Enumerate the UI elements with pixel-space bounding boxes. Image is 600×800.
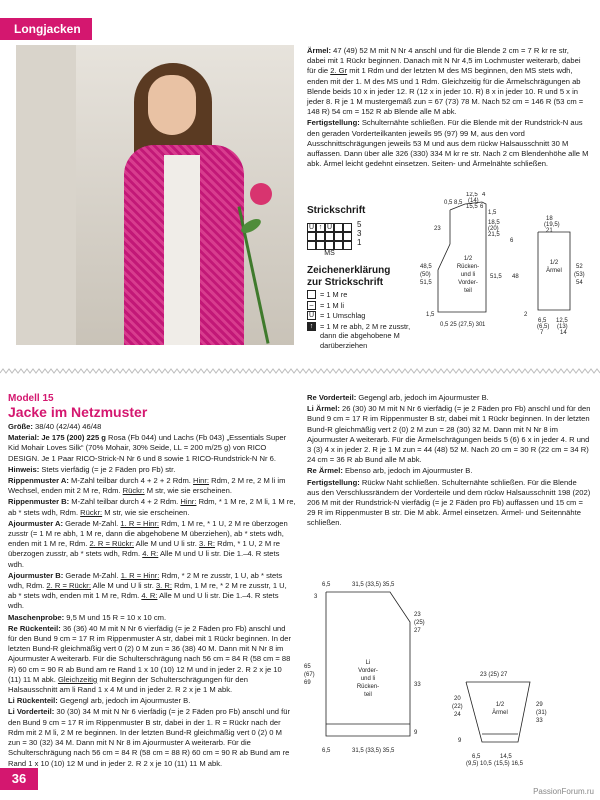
chart-title: Strickschrift (307, 205, 366, 216)
svg-text:6: 6 (480, 204, 484, 210)
key-item-decrease: ↑ = 1 M re abh, 2 M re zusstr, dann die abgehobene M darüberziehen (307, 322, 419, 351)
svg-text:1/2: 1/2 (495, 702, 505, 708)
svg-text:65: 65 (304, 664, 311, 670)
key-item-yarnover: U = 1 Umschlag (308, 311, 366, 320)
svg-text:Ärmel: Ärmel (546, 268, 562, 274)
svg-text:15,5: 15,5 (466, 204, 478, 210)
svg-text:6: 6 (510, 238, 514, 244)
key-title: Zeichenerklärung (307, 265, 391, 276)
svg-text:1,5: 1,5 (426, 312, 435, 318)
watermark: PassionForum.ru (533, 787, 594, 796)
paragraph: Li Rückenteil: Gegengl arb, jedoch im Ajourmuster B. (8, 696, 191, 706)
svg-text:9: 9 (414, 730, 418, 736)
paragraph: Re Rückenteil: 36 (36) 40 M mit N Nr 6 vierfädig (= je 2 Fäden pro Fb) anschl und für den Bund 9 cm = 17 R im Rippenmuster A str, dabei mit 1 Rückr beginnen. In der letzten Bund-R gleichmäßig vert 0 (2) 0 M zun = 36 (38) 40 M. Dann mit N Nr 8 im Ajourmuster A weiterarb. Für die Schulterschrägung nach 56 cm = 84 R (58 cm = 88 R) 60 cm = 90 R ab Bund am re Rand 1 x 10 (10) 12 M und in jeder 2. R 2 x je 10 (11) 11 M abk. Gleichzeitig mit Beginn der Schulterschrägungen für den Halsausschnitt am li Rand 1 x 4 M und in jeder 2. R 2 x je 1 M abk. (8, 623, 292, 695)
svg-text:(20): (20) (488, 226, 499, 232)
svg-text:51,5: 51,5 (490, 274, 502, 280)
paragraph: Fertigstellung: Rückw Naht schließen. Schulternähte schließen. Für die Blende aus den Verschlussrändern der Vorderteile und dem rückw Halsausschnitt 198 (202) 206 M mit der Rundstrick-N vierfädig (= je 2 Fäden pro Fb) auffassen und 15 cm = 29 R im Rippenmuster B str. Die M abk. Ärmel einsetzen. Ärmel- und Seitennähte schließen. (307, 477, 591, 528)
page-number: 36 (0, 768, 38, 790)
svg-text:8,5: 8,5 (454, 200, 463, 206)
paragraph: Material: Je 175 (200) 225 g Rosa (Fb 044) und Lachs (Fb 043) „Essentials Super Kid Mohair Loves Silk“ (70% Mohair, 30% Seide, LL = 200 m/25 g) von RICO DESIGN. Je 1 Paar RICO-Strick-N Nr 6 und 8 sowie 1 RICO-Rundstrick-N Nr 6. (8, 433, 287, 463)
svg-text:18: 18 (546, 216, 553, 222)
svg-text:33: 33 (414, 682, 421, 688)
row-number: 3 (357, 229, 362, 238)
pattern-left-column (8, 393, 296, 770)
svg-text:(6,5): (6,5) (537, 324, 550, 330)
svg-text:18,5: 18,5 (488, 220, 500, 226)
svg-text:48,5: 48,5 (420, 264, 432, 270)
pattern-text-right (307, 393, 591, 529)
svg-text:25 (27,5) 30: 25 (27,5) 30 (450, 322, 483, 328)
svg-text:Rücken-: Rücken- (356, 684, 380, 690)
paragraph: Li Vorderteil: 30 (30) 34 M mit N Nr 6 vierfädig (= je 2 Fäden pro Fb) anschl und für den Bund 9 cm = 17 R im Rippenmuster B str, dabei in der 1. R = Rückr nach der Rdm mit 2 M li, 2 M re beginnen. In der letzten Bund-R gleichmäßig vert 0 (2) 0 M zun = 30 (32) 34 M. Dann mit N Nr 8 im Ajourmuster A weiterarb. Für die Schulterschrägung nach 56 cm = 84 R (58 cm = 88 R) 60 cm = 90 R ab Bund am re Rand 1 x 10 (10) 12 M und in jeder 2. R 2 x je 10 (11) 11 M abk. (8, 707, 291, 768)
svg-text:Vorder-: Vorder- (358, 668, 378, 674)
svg-text:27: 27 (414, 628, 421, 634)
paragraph: Ajourmuster A: Gerade M-Zahl. 1. R = Hinr: Rdm, 1 M re, * 1 U, 2 M re überzogen zusstr (= 1 M re abh, 1 M re, dann die abgehobene M überziehen), ab * stets wdh, enden mit 1 M re, Rdm. 2. R = Rückr: Alle M und U li str. 3. R: Rdm, * 1 U, 2 M re überzogen zusstr, ab * stets wdh, Rdm. 4. R: Alle M und U li str. Die 1.–4. R stets wdh. (8, 518, 288, 569)
svg-text:teil: teil (364, 692, 372, 698)
paragraph: Li Ärmel: 26 (30) 30 M mit N Nr 6 vierfädig (= je 2 Fäden pro Fb) anschl und für den Bund 9 cm = 17 R im Rippenmuster B str, dabei mit 1 Rückr beginnen. In der letzten Bund-R gleichmäßig vert 2 (0) 2 M zun = 28 (30) 32 M. Dann mit N Nr 8 im Ajourmuster A weiterarb. Für die Ärmelschrägungen beids 5 (6) 6 x in jeder 4. R und 3 (3) 4 x in jeder 2. R je 1 M zun = 44 (48) 52 M. Nach 20 cm = 30 R (22 cm = 34 R) 24 cm = 36 R ab Bund alle M abk. (307, 404, 591, 465)
svg-text:1/2: 1/2 (549, 260, 559, 266)
paragraph: Ärmel: 47 (49) 52 M mit N Nr 4 anschl und für die Blende 2 cm = 7 R kr re str, dabei mit 1 Rückr beginnen. Danach mit N Nr 4,5 im Lochmuster weiterarb, dabei für die 2. Gr mit 1 Rdm und der letzten M des MS beginnen, den MS stets wdh, enden mit der 1. M des MS und 1 Rdm. Gleichzeitig für die Ärmelschrägungen ab Blende beids 10 x in jeder 12. R (12 x in jeder 10. R) 8 x in jeder 10. R und 5 x in jeder 8. R je 1 M mustergemäß zun = 67 (73) 78 M. Nach 52 cm = 146 R (53 cm = 148 R) 54 cm = 152 R ab Blende alle M abk. (307, 46, 584, 117)
svg-text:31,5 (33,5) 35,5: 31,5 (33,5) 35,5 (352, 748, 395, 754)
svg-text:(53): (53) (574, 272, 585, 278)
svg-text:Rücken-: Rücken- (456, 264, 480, 270)
svg-text:(14): (14) (468, 198, 479, 204)
svg-text:14,5: 14,5 (500, 754, 512, 760)
svg-text:0,5: 0,5 (444, 200, 453, 206)
svg-text:21,5: 21,5 (488, 232, 500, 238)
paragraph: Fertigstellung: Schulternähte schließen. Für die Blende mit der Rundstrick-N aus den geraden Vorderteilkanten jeweils 95 (97) 99 M, aus den vord Ausschnittschrägungen jeweils 53 M und aus dem rückw Halsausschnitt 30 M auffassen. Dann über alle 326 (330) 334 M kr re str. Nach 2 cm Blendenhöhe alle M abk. Ärmel leicht gedehnt einsetzen. Seiten- und Ärmelnähte schließen. (307, 118, 589, 169)
svg-text:20: 20 (454, 696, 461, 702)
svg-text:(50): (50) (420, 272, 431, 278)
svg-text:(9,5) 10,5: (9,5) 10,5 (466, 761, 492, 767)
svg-text:Li: Li (365, 660, 371, 666)
svg-text:(67): (67) (304, 672, 315, 678)
svg-text:und li: und li (360, 676, 376, 682)
svg-text:(15,5) 16,5: (15,5) 16,5 (494, 761, 524, 767)
paragraph: Ajourmuster B: Gerade M-Zahl. 1. R = Hinr: Rdm, * 2 M re zusstr, 1 U, ab * stets wdh, Rdm. 2. R = Rückr: Alle M und U li str. 3. R: Rdm, 1 M re, * 2 M re zusstr, 1 U, ab * stets wdh, enden mit 1 M re, Rdm. 4. R: Alle M und U li str. Die 1.–4. R stets wdh. (8, 570, 287, 611)
svg-text:9: 9 (458, 738, 462, 744)
svg-text:(22): (22) (452, 704, 463, 710)
model-number: Modell 15 (8, 393, 54, 404)
pattern-title: Jacke im Netzmuster (8, 404, 148, 420)
svg-text:52: 52 (576, 264, 583, 270)
svg-text:12,5: 12,5 (556, 318, 568, 324)
svg-text:teil: teil (464, 288, 472, 294)
stitch-chart-legend (307, 205, 419, 350)
key-item-knit: = 1 M re (307, 290, 419, 300)
pattern-text-left (8, 422, 296, 769)
zigzag-divider (0, 366, 600, 376)
svg-text:1,5: 1,5 (488, 210, 497, 216)
svg-text:33: 33 (536, 718, 543, 724)
svg-text:23: 23 (414, 612, 421, 618)
svg-text:7: 7 (540, 330, 544, 336)
svg-text:31,5 (33,5) 35,5: 31,5 (33,5) 35,5 (352, 582, 395, 588)
svg-text:21: 21 (546, 228, 553, 234)
svg-text:6,5: 6,5 (322, 582, 331, 588)
svg-text:23 (25) 27: 23 (25) 27 (480, 672, 508, 678)
schematic-body (300, 576, 440, 762)
svg-text:0,5: 0,5 (440, 322, 449, 328)
svg-text:12,5: 12,5 (466, 192, 478, 198)
chart-cell (334, 223, 343, 232)
key-title-2: zur Strickschrift (307, 277, 384, 288)
paragraph: Re Ärmel: Ebenso arb, jedoch im Ajourmuster B. (307, 466, 473, 476)
paragraph: Hinweis: Stets vierfädig (= je 2 Fäden pro Fb) str. (8, 464, 176, 474)
paragraph: Re Vorderteil: Gegengl arb, jedoch im Ajourmuster B. (307, 393, 489, 402)
schematic-sleeve (446, 666, 596, 772)
svg-text:6,5: 6,5 (322, 748, 331, 754)
row-number: 5 (357, 220, 362, 229)
row-number: 1 (357, 238, 362, 247)
svg-text:29: 29 (536, 702, 543, 708)
svg-text:1: 1 (482, 322, 486, 328)
svg-text:69: 69 (304, 680, 311, 686)
model-photo (16, 45, 294, 345)
svg-text:14: 14 (560, 330, 567, 336)
svg-text:51,5: 51,5 (420, 280, 432, 286)
paragraph: Rippenmuster A: M-Zahl teilbar durch 4 + 2 + 2 Rdm. Hinr: Rdm, 2 M re, 2 M li im Wechsel, enden mit 2 M re, Rdm. Rückr: M str, wie sie erscheinen. (8, 476, 286, 496)
svg-text:Vorder-: Vorder- (458, 280, 478, 286)
chart-cell (343, 223, 352, 232)
svg-text:und li: und li (460, 272, 476, 278)
svg-text:6,5: 6,5 (472, 754, 481, 760)
back-label-1: 1/2 (463, 256, 473, 262)
instructions-top (307, 46, 589, 170)
section-tab: Longjacken (0, 18, 92, 40)
schematic-top (420, 192, 600, 337)
svg-text:6,5: 6,5 (538, 318, 547, 324)
ms-label: MS (324, 250, 335, 257)
svg-text:3: 3 (314, 594, 318, 600)
svg-text:24: 24 (454, 712, 461, 718)
svg-text:23: 23 (434, 226, 441, 232)
svg-text:48: 48 (512, 274, 519, 280)
chart-cell: U (308, 224, 315, 231)
svg-text:2: 2 (524, 312, 528, 318)
pattern-right-column (307, 393, 591, 530)
key-item-purl: – = 1 M li (307, 301, 419, 311)
paragraph: Rippenmuster B: M-Zahl teilbar durch 4 + 2 Rdm. Hinr: Rdm, * 1 M re, 2 M li, 1 M re, ab * stets wdh, Rdm. Rückr: M str, wie sie erscheinen. (8, 497, 296, 517)
chart-cell: U (326, 224, 333, 231)
svg-text:(13): (13) (557, 324, 568, 330)
svg-text:Ärmel: Ärmel (492, 710, 508, 716)
svg-text:(31): (31) (536, 710, 547, 716)
svg-text:4: 4 (482, 192, 486, 198)
paragraph: Maschenprobe: 9,5 M und 15 R = 10 x 10 cm. (8, 612, 167, 622)
svg-text:(25): (25) (414, 620, 425, 626)
paragraph: Größe: 38/40 (42/44) 46/48 (8, 422, 102, 431)
svg-text:(19,5): (19,5) (544, 222, 560, 228)
chart-cell: ↑ (316, 223, 325, 232)
svg-text:54: 54 (576, 280, 583, 286)
